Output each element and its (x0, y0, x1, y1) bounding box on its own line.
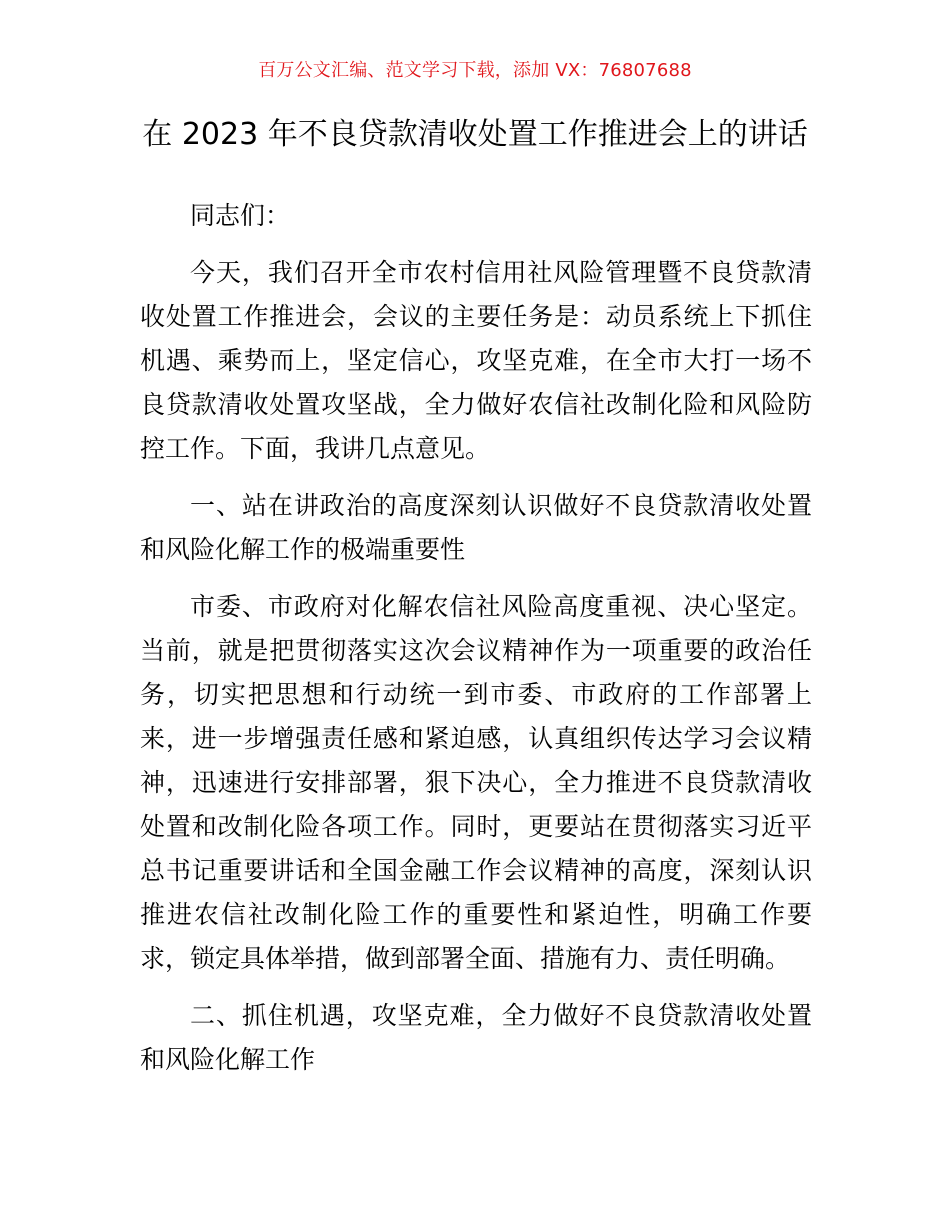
greeting: 同志们： (190, 201, 291, 230)
section-heading-1: 一、站在讲政治的高度深刻认识做好不良贷款清收处置和风险化解工作的极端重要性 (140, 491, 812, 564)
header-notice: 百万公文汇编、范文学习下载，添加 VX：76807688 (258, 60, 692, 81)
paragraph-intro: 今天，我们召开全市农村信用社风险管理暨不良贷款清收处置工作推进会，会议的主要任务是：动员系统上下抓住机遇、乘势而上，坚定信心，攻坚克难，在全市大打一场不良贷款清收处置攻坚战，全力做好农信社改制化险和风险防控工作。下面，我讲几点意见。 (140, 258, 812, 463)
document-title: 在 2023 年不良贷款清收处置工作推进会上的讲话 (142, 117, 808, 152)
document-body (140, 194, 812, 1095)
paragraph-section-1: 市委、市政府对化解农信社风险高度重视、决心坚定。当前，就是把贯彻落实这次会议精神作为一项重要的政治任务，切实把思想和行动统一到市委、市政府的工作部署上来，进一步增强责任感和紧迫感，认真组织传达学习会议精神，迅速进行安排部署，狠下决心，全力推进不良贷款清收处置和改制化险各项工作。同时，更要站在贯彻落实习近平总书记重要讲话和全国金融工作会议精神的高度，深刻认识推进农信社改制化险工作的重要性和紧迫性，明确工作要求，锁定具体举措，做到部署全面、措施有力、责任明确。 (140, 592, 812, 973)
section-heading-2: 二、抓住机遇，攻坚克难，全力做好不良贷款清收处置和风险化解工作 (140, 1001, 812, 1074)
